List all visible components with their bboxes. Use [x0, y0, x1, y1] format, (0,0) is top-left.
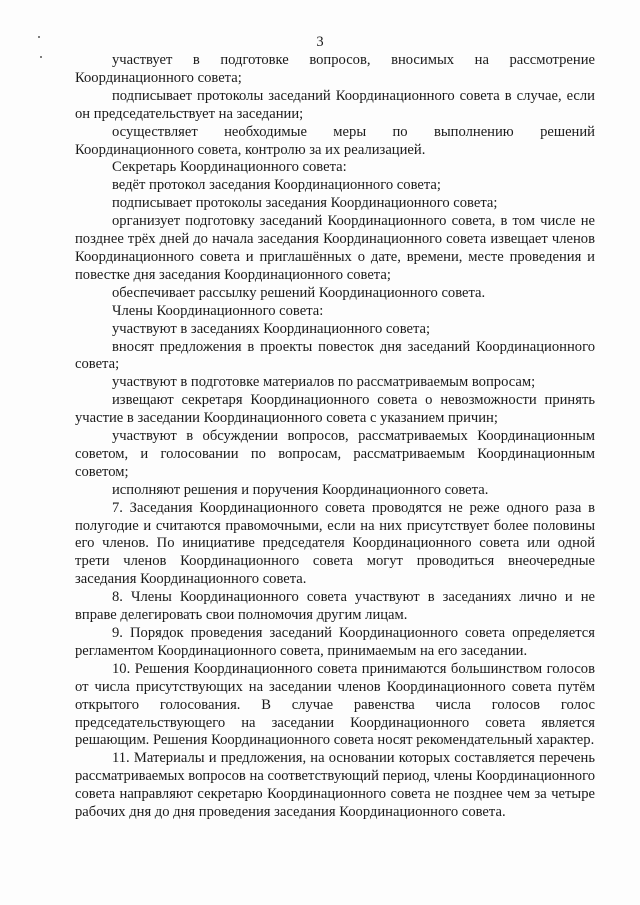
paragraph: Секретарь Координационного совета: [112, 159, 347, 176]
paragraph: участвуют в подготовке материалов по рассматриваемым вопросам; [112, 374, 536, 391]
paragraph: организует подготовку заседаний Координационного совета, в том числе не позднее трёх дней до начала заседания Координационного совета извещает членов Координационного совета и приглашённых о дате, времени, месте проведения и повестке дня заседания Координационного совета; [75, 213, 595, 283]
scan-speck [40, 56, 42, 58]
paragraph: участвуют в обсуждении вопросов, рассматриваемых Координационным советом, и голосовании по вопросам, рассматриваемым Координационным советом; [75, 428, 595, 480]
paragraph: обеспечивает рассылку решений Координационного совета. [112, 284, 486, 301]
paragraph: Члены Координационного совета: [112, 302, 324, 319]
paragraph: подписывает протоколы заседания Координационного совета; [112, 195, 498, 212]
paragraph: осуществляет необходимые меры по выполнению решений Координационного совета, контролю за их реализацией. [75, 123, 595, 158]
paragraph: 9. Порядок проведения заседаний Координационного совета определяется регламентом Координационного совета, принимаемым на его заседании. [75, 625, 595, 659]
paragraph: 8. Члены Координационного совета участвуют в заседаниях лично и не вправе делегировать свои полномочия другим лицам. [75, 589, 595, 624]
page-number: 3 [316, 34, 324, 50]
paragraph: извещают секретаря Координационного совета о невозможности принять участие в заседании Координационного совета с указанием причин; [75, 392, 595, 427]
paragraph: вносят предложения в проекты повесток дня заседаний Координационного совета; [75, 338, 595, 373]
paragraph: 10. Решения Координационного совета принимаются большинством голосов от числа присутствующих на заседании членов Координационного совета путём открытого голосования. В случае равенства числа голосов голос председательствующего на заседании Координационного совета является решающим. Решения Координационного совета носят рекомендательный характер. [75, 660, 595, 749]
paragraph: 11. Материалы и предложения, на основании которых составляется перечень рассматриваемых вопросов на соответствующий период, члены Координационного совета направляют секретарю Координационного совета не позднее чем за четыре рабочих дня до дня проведения заседания Координационного совета. [75, 750, 595, 821]
paragraph: 7. Заседания Координационного совета проводятся не реже одного раза в полугодие и считаются правомочными, если на них присутствует более половины его членов. По инициативе председателя Координационного совета или одной трети членов Координационного совета могут проводиться внеочередные заседания Координационного совета. [75, 499, 595, 588]
paragraph: подписывает протоколы заседаний Координационного совета в случае, если он председательствует на заседании; [75, 87, 595, 122]
paragraph: ведёт протокол заседания Координационного совета; [112, 177, 441, 194]
paragraph: участвуют в заседаниях Координационного совета; [112, 320, 431, 337]
document-body [75, 52, 595, 822]
paragraph: участвует в подготовке вопросов, вносимых на рассмотрение Координационного совета; [75, 52, 595, 86]
paragraph: исполняют решения и поручения Координационного совета. [112, 481, 489, 498]
